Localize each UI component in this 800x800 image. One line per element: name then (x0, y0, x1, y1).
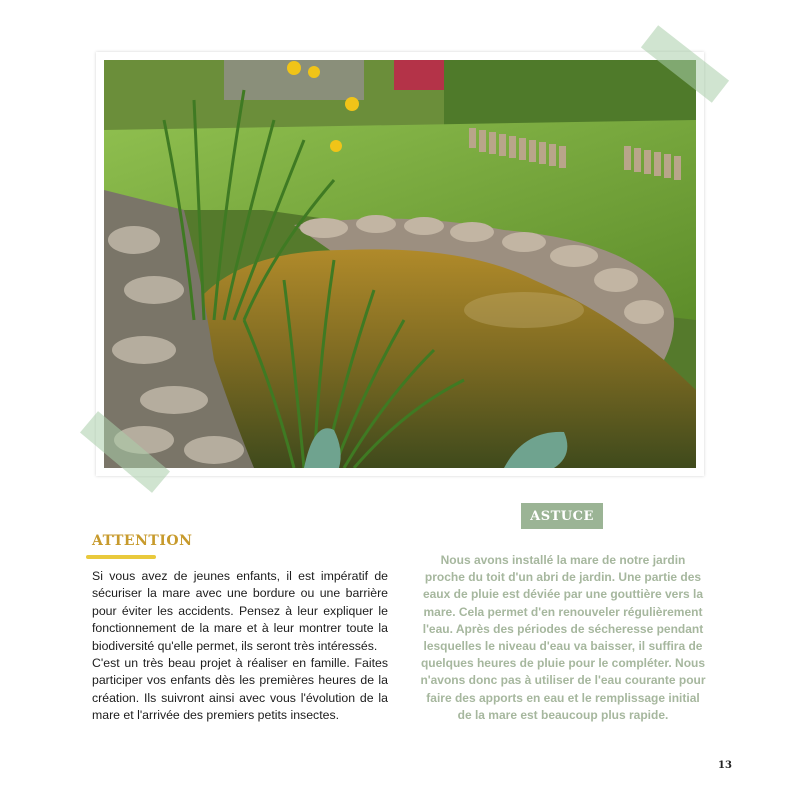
attention-paragraph-2: C'est un très beau projet à réaliser en famille. Faites participer vos enfants dès les premières heures de la création. Ils suivront ainsi avec vous l'évolution de la mare et l'arrivée des premiers petits insectes. (92, 656, 388, 723)
attention-paragraph-1: Si vous avez de jeunes enfants, il est impératif de sécuriser la mare avec une bordure ou une barrière pour éviter les accidents. Pensez à leur expliquer le fonctionnement de la mare et à leur montrer toute la biodiversité qu'elle permet, ils seront très intéressés. (92, 569, 388, 653)
attention-heading: ATTENTION (92, 533, 193, 549)
attention-underline (86, 555, 156, 559)
pond-illustration (104, 60, 696, 468)
astuce-text: Nous avons installé la mare de notre jardin proche du toit d'un abri de jardin. Une partie des eaux de pluie est déviée par une gouttière vers la mare. Cela permet d'en renouveler régulièrement l'eau. Après des périodes de sécheresse pendant lesquelles le niveau d'eau va baisser, il suffira de quelques heures de pluie pour le compléter. Nous n'avons donc pas à utiliser de l'eau courante pour faire des apports en eau et le remplissage initial de la mare est beaucoup plus rapide. (420, 553, 706, 722)
garden-pond-photo (104, 60, 696, 468)
astuce-badge: ASTUCE (521, 503, 603, 529)
page-number: 13 (718, 760, 732, 771)
attention-body (92, 568, 388, 725)
